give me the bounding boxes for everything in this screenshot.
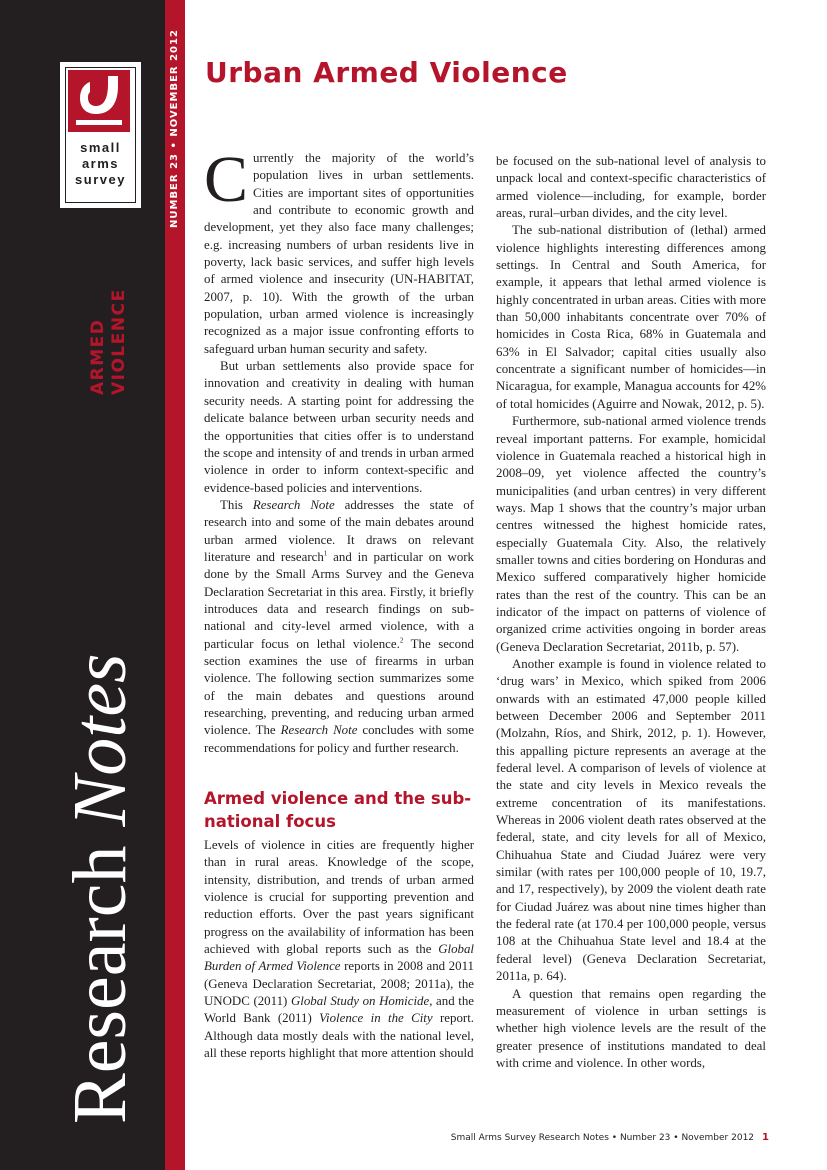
series-title — [58, 653, 142, 1124]
right-column — [496, 153, 766, 1072]
body-paragraph — [204, 837, 474, 1062]
page-footer — [451, 1132, 769, 1143]
italic-text: Global Burden of Armed Violence — [204, 942, 474, 974]
body-paragraph: The sub-national distribution of (lethal) armed violence highlights interesting differences among settings. In Central and South America, for example, it appears that lethal armed violence is highly concentrated in urban areas. Cities with more than 50,000 inhabitants concentrate over 70% of homicides in Costa Rica, 68% in Guatemala and 63% in El Salvador; capital cities usually also concentrate a significant number of homicides—in Nicaragua, for example, Managua accounts for 42% of total homicides (Aguirre and Nowak, 2012, p. 5). — [496, 223, 766, 411]
footnote-ref: 1 — [323, 549, 328, 558]
body-paragraph — [204, 497, 474, 757]
paragraph-text: The second section examines the use of firearms in urban violence. The following section summarizes some of the main debates and questions around researching, preventing, and reducing urban armed violence. The — [204, 636, 474, 738]
paragraph-text: addresses the state of research into and some of the main debates around urban armed violence. It draws on relevant literature and research — [204, 497, 474, 564]
italic-text: Global Study on Homicide — [290, 994, 430, 1009]
series-title-word: Notes — [58, 653, 142, 827]
series-topic-tag — [88, 288, 130, 395]
logo-line: survey — [75, 172, 126, 187]
paragraph-text: This — [220, 497, 253, 512]
small-arms-survey-logo — [58, 60, 143, 210]
body-paragraph: Furthermore, sub-national armed violence trends reveal important patterns. For example, homicidal violence in Guatemala reached a historical high in 2008–09, yet violence affected the country’s municipalities (and urban centres) in very different ways. Map 1 shows that the country’s major urban centres witnessed the highest homicide rates, especially Guatemala City. Also, the relatively smaller towns and cities bordering on Honduras and Mexico suffered comparatively higher homicide rates than the rest of the country. This can be an indicator of the impact on patterns of violence of organized crime activities ongoing in border areas (Geneva Declaration Secretariat, 2011b, p. 57). — [496, 414, 766, 654]
drop-cap: C — [204, 143, 249, 216]
paragraph-text: and in particular on work done by the Small Arms Survey and the Geneva Declaration Secretariat in this area. Firstly, it briefly introduces data and research findings on sub-national and city-level armed violence, with a particular focus on lethal violence. — [204, 549, 474, 651]
italic-text: Violence in the City — [319, 1011, 433, 1026]
paragraph-text: concludes with some recommendations for policy and further research. — [204, 723, 474, 755]
footer-text: Small Arms Survey Research Notes • Number 23 • November 2012 — [450, 1133, 755, 1143]
page-number: 1 — [762, 1132, 769, 1143]
paragraph-text: reports in 2008 and 2011 (Geneva Declaration Secretariat, 2008; 2011a), the UNODC (2011) — [204, 959, 474, 1009]
body-paragraph: Another example is found in violence related to ‘drug wars’ in Mexico, which spiked from 2006 onwards with an estimated 47,000 people killed between December 2006 and September 2011 (Molzahn, Ríos, and Shirk, 2012, p. 1). However, this appalling picture represents an average at the federal level. A comparison of levels of violence at the state and city levels in Mexico reveals the extreme concentration of its manifestations. Whereas in 2006 violent death rates observed at the federal, state, and city levels for all of Mexico, Chihuahua State and Ciudad Juárez were very similar (with rates per 100,000 people of 10, 19.7, and 17, respectively), by 2009 the violent death rate for Ciudad Juárez was about nine times higher than the federal rate (at 170.4 per 100,000 people, versus 108 at the Chihuahua State level and 18.4 at the federal level) (Geneva Declaration Secretariat, 2011a, p. 64). — [496, 656, 766, 984]
logo-line: arms — [81, 156, 120, 171]
logo-wordmark — [60, 140, 141, 188]
logo-mark-icon — [68, 70, 130, 132]
left-column — [204, 143, 474, 1063]
issue-number-date: NUMBER 23 • NOVEMBER 2012 — [169, 29, 180, 228]
paragraph-text: Levels of violence in cities are frequently higher than in rural areas. Knowledge of the scope, intensity, distribution, and trends of urban armed violence is crucial for supporting prevention and reduction efforts. Over the past years significant progress on the availability of information has been achieved with global reports such as the — [204, 838, 474, 957]
paragraph-text: urrently the majority of the world’s population lives in urban settlements. Cities are important sites of opportunities and contribute to economic growth and development, yet they also face many challenges; e.g. increasing numbers of urban residents live in poverty, lack basic services, and suffer high levels of armed violence and insecurity (UN-HABITAT, 2007, p. 10). With the growth of the urban population, urban armed violence is increasingly recognized as a major issue confronting efforts to safeguard urban human security and safety. — [204, 151, 474, 356]
series-tag-line: VIOLENCE — [109, 288, 129, 395]
body-paragraph: be focused on the sub-national level of analysis to unpack local and context-specific characteristics of armed violence—including, for example, border areas, rural–urban divides, and the city level. — [496, 154, 766, 221]
article-title: Urban Armed Violence — [205, 56, 568, 89]
body-paragraph: A question that remains open regarding the measurement of violence in urban settings is whether high violence levels are the result of the greater presence of institutions mandated to deal with crime and violence. In other words, — [496, 986, 766, 1070]
italic-text: Research Note — [252, 497, 335, 512]
italic-text: Research Note — [280, 723, 358, 738]
paragraph-text: report. Although data mostly deals with the national level, all these reports highlight that more attention should — [204, 1011, 474, 1061]
body-paragraph: But urban settlements also provide space for innovation and creativity in dealing with human security needs. A starting point for addressing the delicate balance between urban security needs and the opportunities that cities offer is to understand the scope and intensity of and trends in urban armed violence in order to inform context-specific and evidence-based policies and interventions. — [204, 359, 474, 495]
paragraph-text: , and the World Bank (2011) — [204, 994, 474, 1026]
body-paragraph — [204, 143, 474, 358]
footnote-ref: 2 — [399, 636, 404, 645]
series-title-word: Research — [58, 845, 142, 1124]
series-tag-line: ARMED — [88, 318, 108, 395]
logo-line: small — [80, 140, 121, 155]
section-heading: Armed violence and the sub-national focus — [204, 789, 472, 832]
